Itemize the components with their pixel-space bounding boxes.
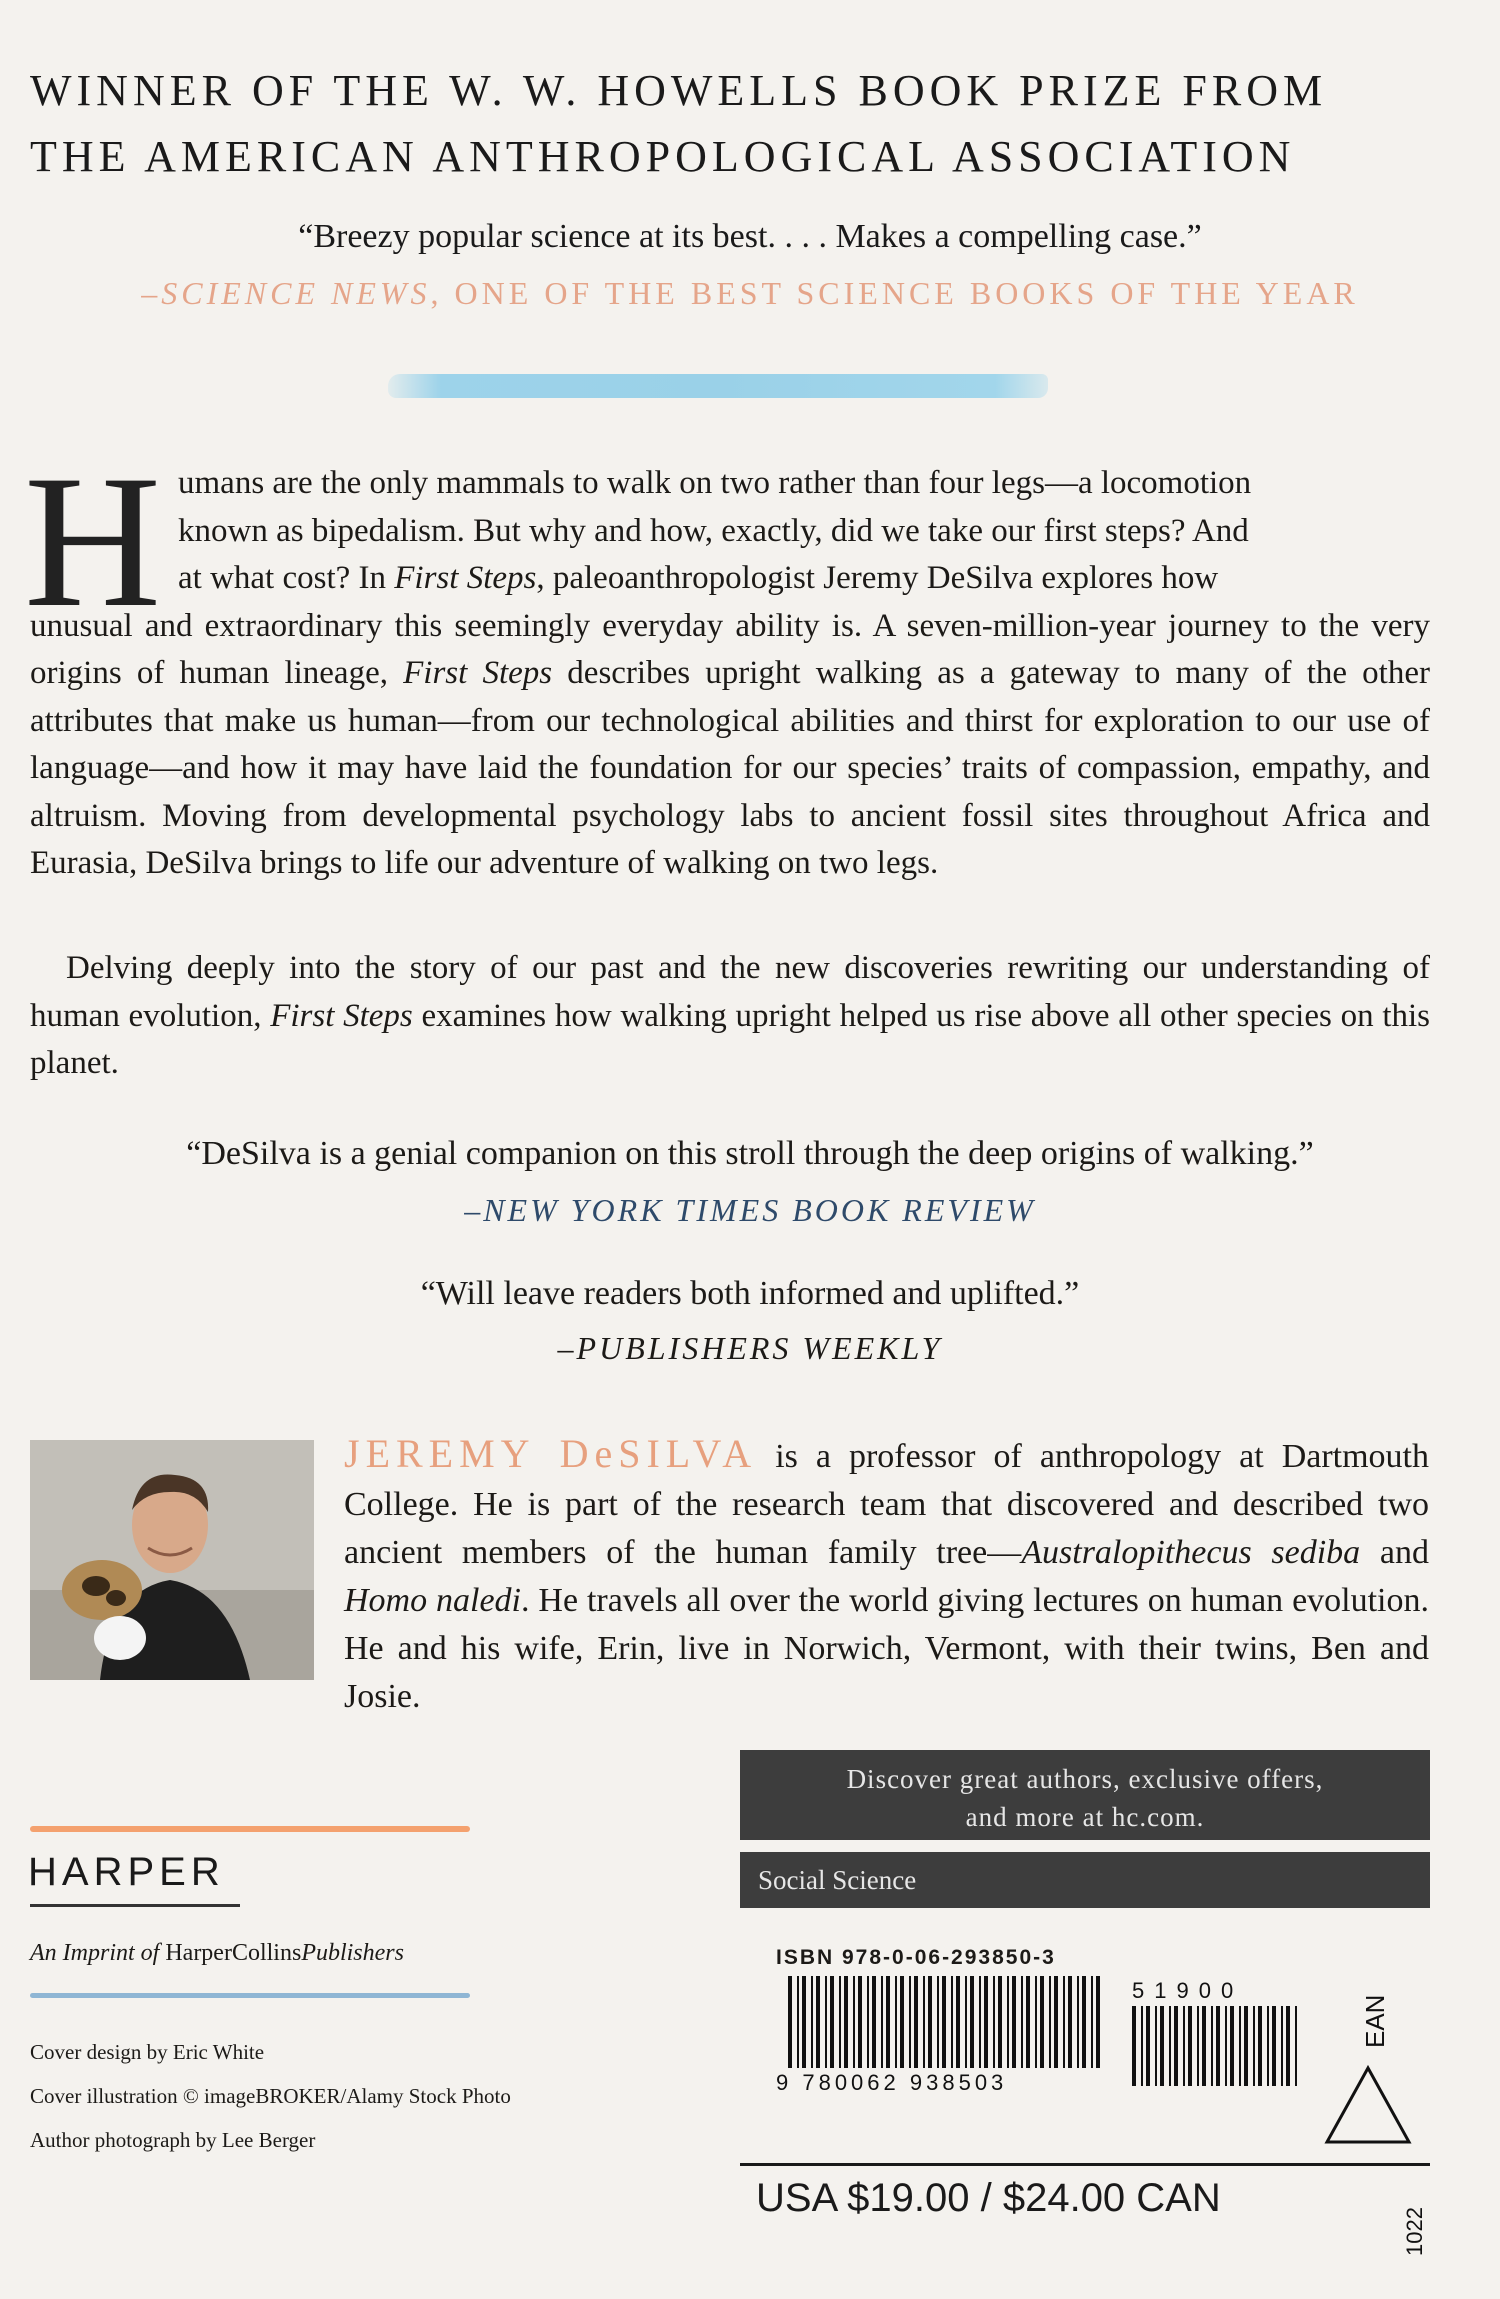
para1-rest: unusual and extraordinary this seemingly everyday ability is. A seven-million-year journey to the very origins of human lineage, First Steps describes upright walking as a gateway to many of the other attributes that make us human—from our technological abilities and thirst for exploration to our use of language—and how it may have laid the foundation for our species’ traits of compassion, empathy, and altruism. Moving from developmental psychology labs to ancient fossil sites throughout Africa and Eurasia, DeSilva brings to life our adventure of walking on two legs. [30, 607, 1430, 881]
review-source-2: –PUBLISHERS WEEKLY [557, 1330, 943, 1366]
author-bio: JEREMY DeSILVA is a professor of anthropology at Dartmouth College. He is part of the research team that discovered and described two ancient members of the human family tree—Australopithecus sediba and Homo naledi. He travels all over the world giving lectures on human evolution. He and his wife, Erin, live in Norwich, Vermont, with their twins, Ben and Josie. [344, 1431, 1430, 1715]
drop-cap: H [24, 437, 162, 647]
promo-line-1: Discover great authors, exclusive offers, [846, 1764, 1324, 1794]
addon-digits: 51900 [1132, 1978, 1244, 2003]
review-source-1: –NEW YORK TIMES BOOK REVIEW [464, 1192, 1036, 1228]
author-photo-illustration [30, 1440, 314, 1680]
promo-line-2: and more at hc.com. [965, 1802, 1205, 1832]
book-title: First Steps [394, 560, 537, 596]
award-line-1: WINNER OF THE W. W. HOWELLS BOOK PRIZE FROM [30, 66, 1328, 115]
credit-author-photo: Author photograph by Lee Berger [30, 2128, 316, 2152]
top-quote: “Breezy popular science at its best. . . . Makes a compelling case.” [298, 218, 1202, 255]
top-quote-source [0, 275, 1500, 312]
svg-text:EAN: EAN [1360, 1994, 1390, 2048]
price: USA $19.00 / $24.00 CAN [756, 2176, 1221, 2220]
triangle-icon [1323, 2064, 1413, 2146]
isbn: ISBN 978-0-06-293850-3 [776, 1946, 1056, 1969]
blue-divider [30, 1993, 470, 1998]
cap-line-2: known as bipedalism. But why and how, exactly, did we take our first steps? And [178, 512, 1249, 549]
species-1: Australopithecus sediba [1021, 1534, 1361, 1571]
publisher-logo: HARPER [28, 1850, 225, 1894]
source-rest: , ONE OF THE BEST SCIENCE BOOKS OF THE YEAR [430, 275, 1359, 311]
print-code [1392, 2190, 1432, 2260]
review-quote-2: “Will leave readers both informed and uplifted.” [420, 1275, 1080, 1312]
svg-text:1022: 1022 [1402, 2207, 1427, 2256]
author-photo [30, 1440, 314, 1680]
author-name: JEREMY DeSILVA [344, 1431, 758, 1476]
barcode-main [774, 1976, 1104, 2096]
credit-cover-design: Cover design by Eric White [30, 2040, 265, 2064]
award-line-2: THE AMERICAN ANTHROPOLOGICAL ASSOCIATION [30, 132, 1296, 181]
promo-panel [740, 1750, 1430, 1840]
addon-bars [1132, 2006, 1297, 2086]
credit-cover-illustration: Cover illustration © imageBROKER/Alamy Stock Photo [30, 2084, 511, 2108]
barcode-digits: 9 780062 938503 [776, 2070, 1008, 2095]
ean-label [1356, 1972, 1390, 2052]
barcode-addon [1128, 1976, 1304, 2086]
description-paragraph-1 [30, 460, 1430, 888]
blue-brush-stroke [388, 374, 1048, 398]
review-quote-1: “DeSilva is a genial companion on this stroll through the deep origins of walking.” [186, 1135, 1314, 1172]
price-divider [740, 2163, 1430, 2166]
cap-line-3: at what cost? In First Steps, paleoanthropologist Jeremy DeSilva explores how [178, 560, 1219, 596]
cap-line-1: umans are the only mammals to walk on two rather than four legs—a locomotion [178, 465, 1252, 501]
imprint-line: An Imprint of HarperCollinsPublishers [30, 1940, 404, 1966]
award-heading [30, 58, 1470, 190]
description-paragraph-2: Delving deeply into the story of our past and the new discoveries rewriting our understanding of human evolution, First Steps examines how walking upright helped us rise above all other species on this planet. [30, 950, 1430, 1081]
source-name: SCIENCE NEWS [161, 275, 431, 311]
category-label: Social Science [740, 1852, 1430, 1908]
orange-divider [30, 1826, 470, 1832]
source-dash: – [141, 275, 162, 311]
logo-underline [30, 1904, 240, 1907]
species-2: Homo naledi [344, 1582, 521, 1619]
